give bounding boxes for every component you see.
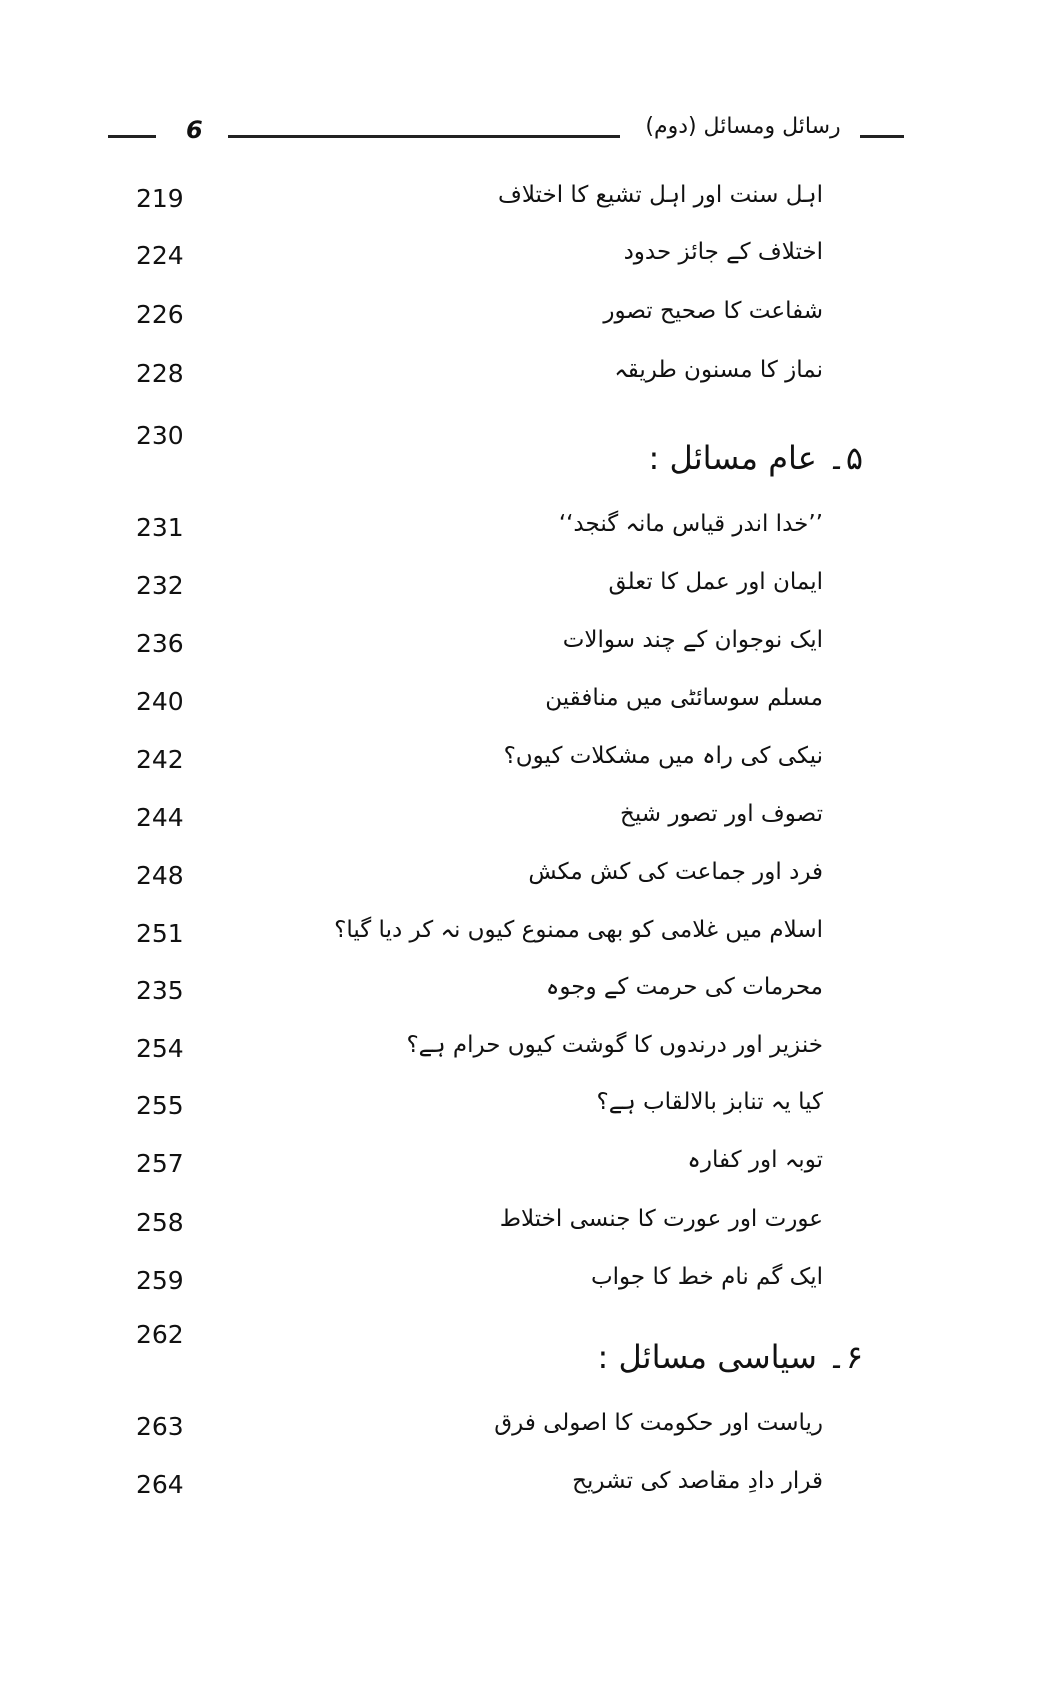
toc-page-number: 257 (136, 1149, 184, 1178)
toc-entry (0, 292, 1063, 342)
toc-entry (0, 176, 1063, 226)
toc-entry (0, 795, 1063, 845)
toc-entry (0, 1404, 1063, 1454)
toc-section-heading (0, 421, 1063, 477)
header-rule-right (860, 135, 904, 138)
toc-entry (0, 853, 1063, 903)
page-header (108, 110, 904, 150)
toc-page-number: 226 (136, 300, 184, 329)
toc-title: خنزیر اور درندوں کا گوشت کیوں حرام ہے؟ (406, 1032, 823, 1058)
toc-page-number: 255 (136, 1091, 184, 1120)
toc-title: ریاست اور حکومت کا اصولی فرق (494, 1410, 823, 1436)
toc-entry (0, 1083, 1063, 1133)
header-rule-middle (228, 135, 620, 138)
toc-title: ایمان اور عمل کا تعلق (608, 569, 823, 595)
toc-page-number: 263 (136, 1412, 184, 1441)
toc-title: فرد اور جماعت کی کش مکش (528, 859, 823, 885)
toc-entry (0, 679, 1063, 729)
toc-title: اختلاف کے جائز حدود (623, 239, 823, 265)
toc-entry (0, 968, 1063, 1018)
toc-page-number: 259 (136, 1266, 184, 1295)
toc-entry (0, 1462, 1063, 1512)
toc-section-heading (0, 1320, 1063, 1376)
page-number: 6 (186, 116, 203, 144)
toc-entry (0, 737, 1063, 787)
running-title: رسائل ومسائل (دوم) (645, 114, 841, 139)
toc-title: مسلم سوسائٹی میں منافقین (545, 685, 823, 711)
toc-title: قرار دادِ مقاصد کی تشریح (572, 1468, 823, 1494)
toc-title: نماز کا مسنون طریقہ (614, 357, 823, 383)
toc-title: شفاعت کا صحیح تصور (603, 298, 823, 324)
toc-page-number: 244 (136, 803, 184, 832)
toc-title: تصوف اور تصور شیخ (619, 801, 823, 827)
toc-entry (0, 351, 1063, 401)
toc-page-number: 235 (136, 976, 184, 1005)
toc-title: توبہ اور کفارہ (687, 1147, 823, 1173)
toc-page-number: 242 (136, 745, 184, 774)
toc-page-number: 219 (136, 184, 184, 213)
toc-title: محرمات کی حرمت کے وجوہ (545, 974, 823, 1000)
toc-title: ’’خدا اندر قیاس مانہ گنجد‘‘ (558, 511, 823, 537)
toc-entry (0, 563, 1063, 613)
toc-entry (0, 505, 1063, 555)
toc-page-number: 228 (136, 359, 184, 388)
toc-entry (0, 911, 1063, 961)
toc-page-number: 264 (136, 1470, 184, 1499)
toc-title: ایک نوجوان کے چند سوالات (562, 627, 823, 653)
toc-title: ۵۔ عام مسائل : (648, 439, 863, 477)
toc-title: ایک گم نام خط کا جواب (591, 1264, 823, 1290)
toc-page-number: 258 (136, 1208, 184, 1237)
toc-page-number: 240 (136, 687, 184, 716)
toc-page-number: 262 (136, 1320, 184, 1349)
toc-title: نیکی کی راہ میں مشکلات کیوں؟ (503, 743, 823, 769)
toc-title: اہل سنت اور اہل تشیع کا اختلاف (497, 182, 823, 208)
toc-page-number: 230 (136, 421, 184, 450)
toc-entry (0, 621, 1063, 671)
toc-page-number: 248 (136, 861, 184, 890)
toc-title: کیا یہ تنابز بالالقاب ہے؟ (596, 1089, 823, 1115)
toc-entry (0, 233, 1063, 283)
toc-page-number: 224 (136, 241, 184, 270)
header-rule-left (108, 135, 156, 138)
toc-page-number: 236 (136, 629, 184, 658)
toc-page-number: 232 (136, 571, 184, 600)
toc-entry (0, 1026, 1063, 1076)
toc-entry (0, 1200, 1063, 1250)
toc-title: اسلام میں غلامی کو بھی ممنوع کیوں نہ کر دیا گیا؟ (334, 917, 823, 943)
toc-entry (0, 1141, 1063, 1191)
toc-page-number: 251 (136, 919, 184, 948)
toc-title: عورت اور عورت کا جنسی اختلاط (499, 1206, 823, 1232)
toc-entry (0, 1258, 1063, 1308)
toc-title: ۶۔ سیاسی مسائل : (597, 1338, 863, 1376)
toc-page-number: 231 (136, 513, 184, 542)
toc-page-number: 254 (136, 1034, 184, 1063)
